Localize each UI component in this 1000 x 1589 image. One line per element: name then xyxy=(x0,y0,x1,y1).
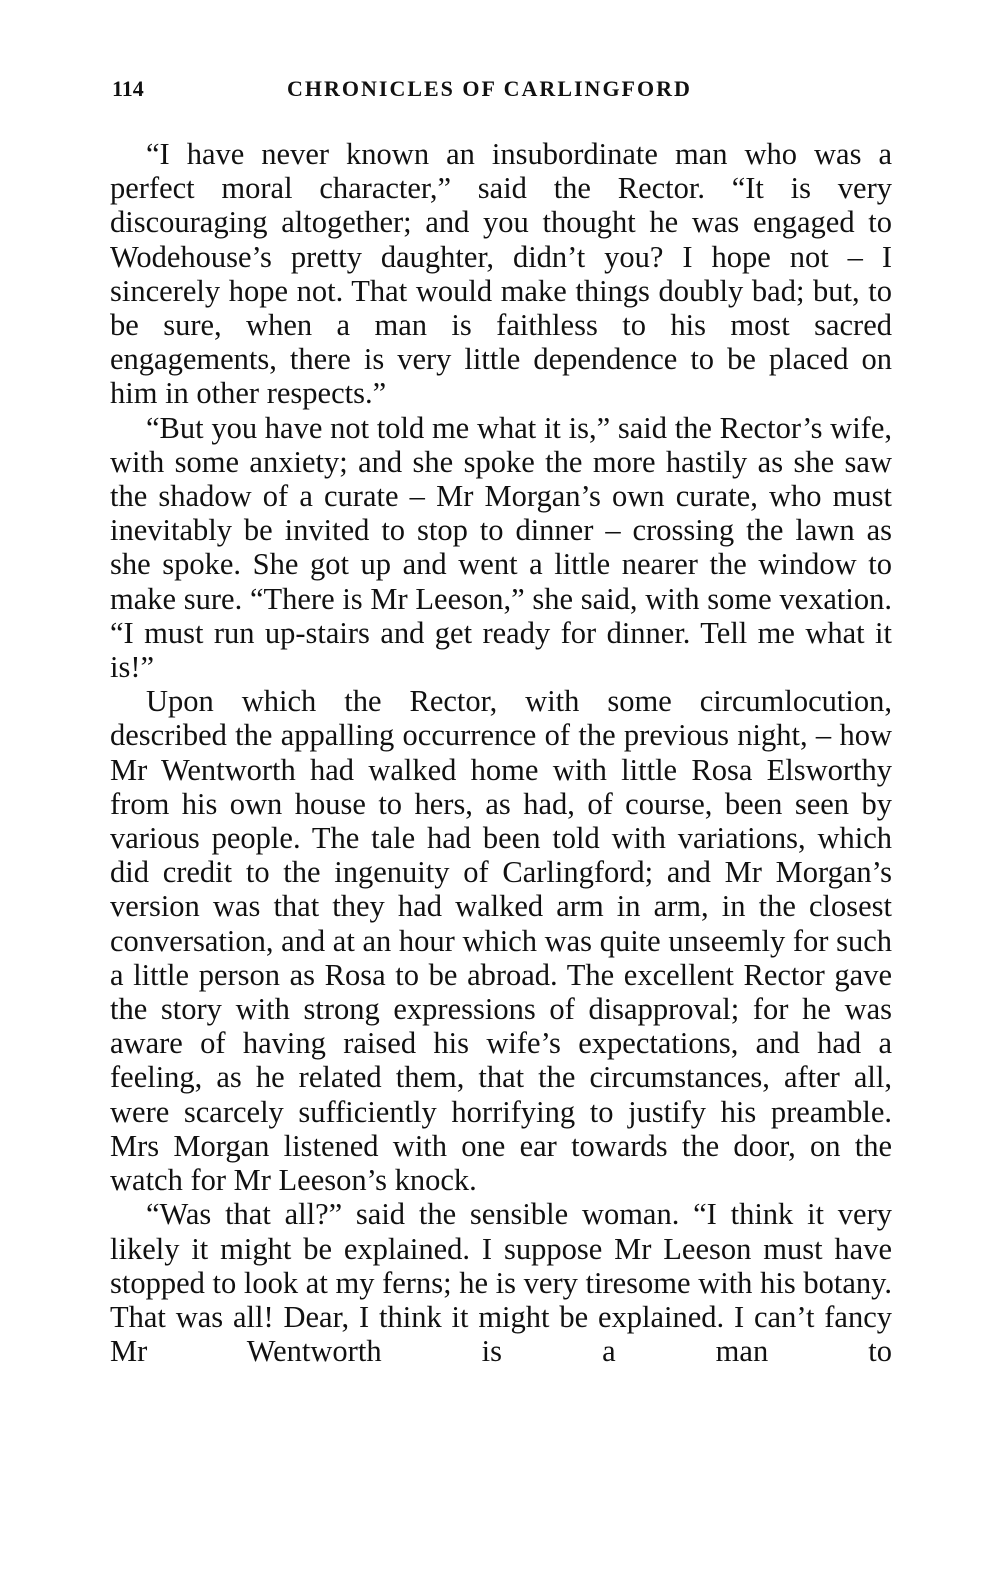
paragraph-2: “But you have not told me what it is,” said the Rector’s wife, with some anxiety; and she spoke the more hastily as she saw the shadow of a curate – Mr Morgan’s own curate, who must inevitably be invited to stop to dinner – crossing the lawn as she spoke. She got up and went a little nearer the window to make sure. “There is Mr Leeson,” she said, with some vexation. “I must run up-stairs and get ready for dinner. Tell me what it is!” xyxy=(110,410,892,685)
page-number: 114 xyxy=(112,76,144,101)
body-text xyxy=(110,137,892,1368)
paragraph-3: Upon which the Rector, with some circumlocution, described the appalling occurrence of the previous night, – how Mr Wentworth had walked home with little Rosa Elsworthy from his own house to hers, as had, of course, been seen by various people. The tale had been told with variations, which did credit to the ingenuity of Carlingford; and Mr Morgan’s version was that they had walked arm in arm, in the closest conversation, and at an hour which was quite unseemly for such a little person as Rosa to be abroad. The excellent Rector gave the story with strong expressions of disapproval; for he was aware of having raised his wife’s expectations, and had a feeling, as he related them, that the circumstances, after all, were scarcely sufficiently horrifying to justify his preamble. Mrs Morgan listened with one ear towards the door, on the watch for Mr Leeson’s knock. xyxy=(110,684,892,1198)
paragraph-1: “I have never known an insubordinate man who was a perfect moral character,” said the Rector. “It is very discouraging altogether; and you thought he was engaged to Wodehouse’s pretty daughter, didn’t you? I hope not – I sincerely hope not. That would make things doubly bad; but, to be sure, when a man is faithless to his most sacred engagements, there is very little dependence to be placed on him in other respects.” xyxy=(110,137,892,411)
running-head xyxy=(112,76,892,106)
paragraph-4: “Was that all?” said the sensible woman. “I think it very likely it might be explained. I suppose Mr Leeson must have stopped to look at my ferns; he is very tiresome with his botany. That was all! Dear, I think it might be explained. I can’t fancy Mr Wentworth is a man to xyxy=(110,1197,892,1369)
running-title: CHRONICLES OF CARLINGFORD xyxy=(287,76,692,101)
